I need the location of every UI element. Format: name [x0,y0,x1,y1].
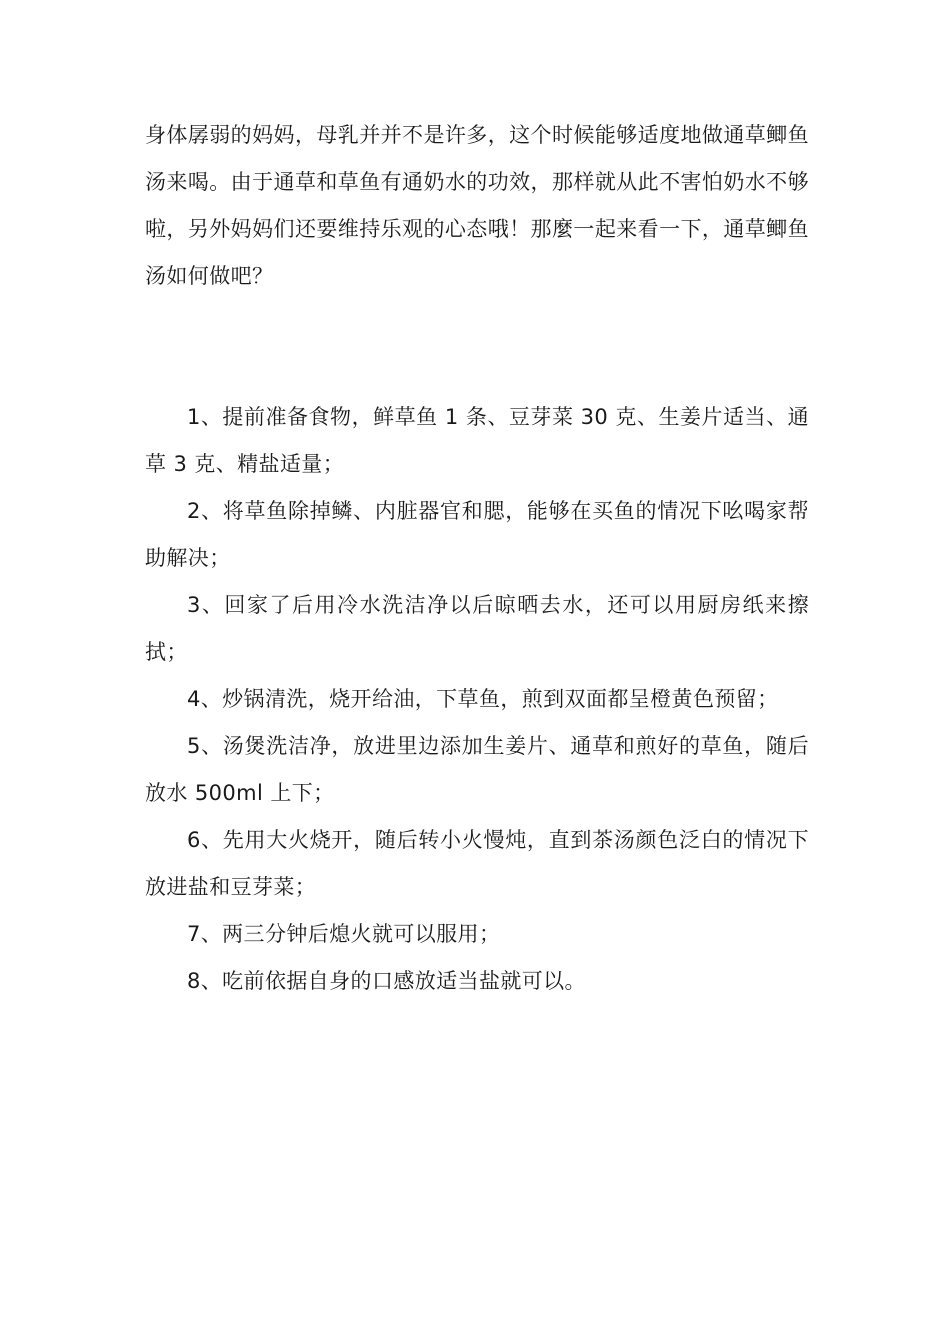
recipe-step: 1、提前准备食物，鲜草鱼 1 条、豆芽菜 30 克、生姜片适当、通草 3 克、精盐适量； [145,405,809,476]
recipe-step: 3、回家了后用冷水洗洁净以后晾晒去水，还可以用厨房纸来擦拭； [145,593,809,664]
recipe-step: 4、炒锅清洗，烧开给油，下草鱼，煎到双面都呈橙黄色预留； [187,687,779,711]
recipe-step: 7、两三分钟后熄火就可以服用； [187,922,501,946]
recipe-step: 6、先用大火烧开，随后转小火慢炖，直到茶汤颜色泛白的情况下放进盐和豆芽菜； [145,828,809,899]
recipe-step: 2、将草鱼除掉鳞、内脏器官和腮，能够在买鱼的情况下吆喝家帮助解决； [145,499,809,570]
recipe-steps [145,394,809,1005]
recipe-step: 5、汤煲洗洁净，放进里边添加生姜片、通草和煎好的草鱼，随后放水 500ml 上下； [145,734,809,805]
intro-paragraph: 身体孱弱的妈妈，母乳并并不是许多，这个时候能够适度地做通草鲫鱼汤来喝。由于通草和草鱼有通奶水的功效，那样就从此不害怕奶水不够啦，另外妈妈们还要维持乐观的心态哦！那麼一起来看一下，通草鲫鱼汤如何做吧？ [145,123,809,288]
document-body [145,112,809,1005]
recipe-step: 8、吃前依据自身的口感放适当盐就可以。 [187,969,586,993]
